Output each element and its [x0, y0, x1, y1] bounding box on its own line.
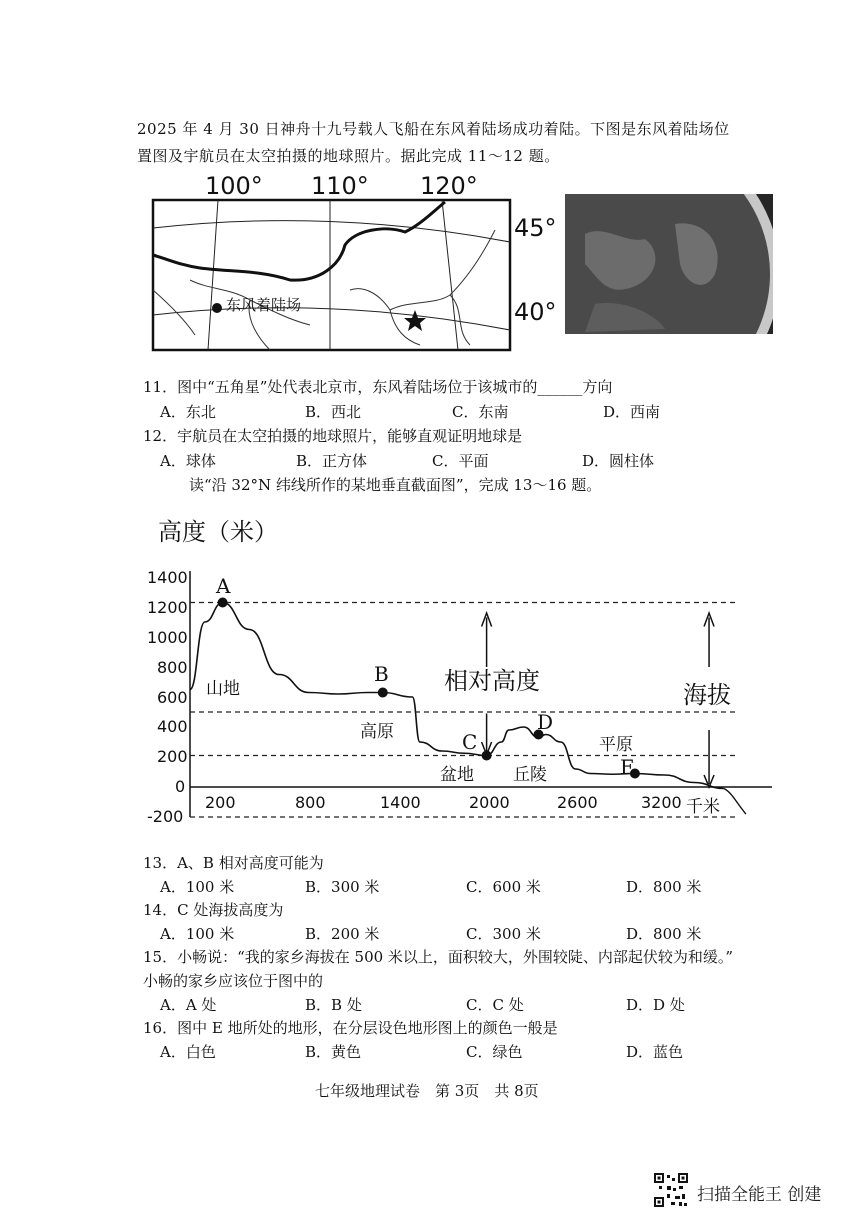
question-13: 13．A、B 相对高度可能为	[143, 854, 324, 872]
terrain-hills: 丘陵	[513, 765, 547, 785]
q14-option-b[interactable]: B．200 米	[305, 925, 380, 943]
intro-line-2: 置图及宇航员在太空拍摄的地球照片。据此完成 11～12 题。	[137, 147, 560, 165]
y-tick-neg200: -200	[147, 807, 184, 826]
lat-label-40: 40°	[514, 298, 557, 326]
q15-option-b[interactable]: B．B 处	[305, 996, 362, 1014]
altitude-label: 海拔	[683, 681, 731, 709]
y-tick-1000: 1000	[147, 628, 188, 647]
intro-2: 读“沿 32°N 纬线所作的某地垂直截面图”，完成 13～16 题。	[189, 476, 602, 494]
q15-option-c[interactable]: C．C 处	[466, 996, 524, 1014]
x-tick-2600: 2600	[557, 793, 598, 812]
q13-option-d[interactable]: D．800 米	[626, 878, 702, 896]
q15-option-a[interactable]: A．A 处	[160, 996, 217, 1014]
question-14: 14．C 处海拔高度为	[143, 901, 284, 919]
q13-option-c[interactable]: C．600 米	[466, 878, 541, 896]
question-11: 11．图中“五角星”处代表北京市，东风着陆场位于该城市的______方向	[143, 378, 613, 396]
q14-option-c[interactable]: C．300 米	[466, 925, 541, 943]
point-label-c: C	[462, 730, 478, 754]
page-footer: 七年级地理试卷 第 3页 共 8页	[315, 1082, 539, 1100]
q12-option-b[interactable]: B．正方体	[296, 452, 368, 470]
point-b	[378, 688, 388, 698]
q12-option-d[interactable]: D．圆柱体	[582, 452, 655, 470]
terrain-profile-tail	[724, 789, 746, 815]
q12-option-c[interactable]: C．平面	[432, 452, 489, 470]
y-tick-800: 800	[157, 658, 188, 677]
point-label-e: E	[620, 755, 635, 779]
landing-site-dot	[212, 303, 222, 313]
terrain-plain: 平原	[599, 735, 633, 755]
landing-site-label: 东风着陆场	[226, 296, 302, 314]
y-tick-400: 400	[157, 717, 188, 736]
q11-option-a[interactable]: A．东北	[160, 403, 216, 421]
question-12: 12．宇航员在太空拍摄的地球照片，能够直观证明地球是	[143, 427, 523, 445]
scanner-watermark: 扫描全能王 创建	[697, 1185, 822, 1205]
point-label-d: D	[537, 710, 554, 734]
q16-option-c[interactable]: C．绿色	[466, 1043, 523, 1061]
y-tick-1400: 1400	[147, 568, 188, 587]
q11-option-d[interactable]: D．西南	[603, 403, 661, 421]
x-tick-800: 800	[295, 793, 326, 812]
point-label-a: A	[216, 574, 231, 598]
q16-option-b[interactable]: B．黄色	[305, 1043, 362, 1061]
y-tick-1200: 1200	[147, 598, 188, 617]
x-tick-2000: 2000	[469, 793, 510, 812]
q14-option-a[interactable]: A．100 米	[160, 925, 235, 943]
lon-label-110: 110°	[311, 172, 369, 200]
y-tick-0: 0	[175, 777, 186, 796]
lat-label-45: 45°	[514, 214, 557, 242]
q11-option-b[interactable]: B．西北	[305, 403, 362, 421]
terrain-basin: 盆地	[440, 765, 474, 785]
y-tick-600: 600	[157, 688, 188, 707]
q11-option-c[interactable]: C．东南	[452, 403, 509, 421]
terrain-plateau: 高原	[360, 722, 394, 742]
x-unit: 千米	[686, 797, 720, 817]
q13-option-b[interactable]: B．300 米	[305, 878, 380, 896]
question-16: 16．图中 E 地所处的地形，在分层设色地形图上的颜色一般是	[143, 1019, 558, 1037]
q15-option-d[interactable]: D．D 处	[626, 996, 685, 1014]
earth-photo	[565, 194, 773, 334]
point-a	[218, 598, 228, 608]
q16-option-d[interactable]: D．蓝色	[626, 1043, 684, 1061]
lon-label-120: 120°	[420, 172, 478, 200]
question-15: 15．小畅说：“我的家乡海拔在 500 米以上，面积较大，外围较陡、内部起伏较为和缓。”	[143, 948, 734, 966]
question-15-line-2: 小畅的家乡应该位于图中的	[143, 972, 324, 990]
y-tick-200: 200	[157, 747, 188, 766]
qr-code-icon	[653, 1172, 689, 1208]
lon-label-100: 100°	[205, 172, 263, 200]
q13-option-a[interactable]: A．100 米	[160, 878, 235, 896]
relative-height-label: 相对高度	[444, 667, 540, 695]
q14-option-d[interactable]: D．800 米	[626, 925, 702, 943]
x-tick-3200: 3200	[641, 793, 682, 812]
q12-option-a[interactable]: A．球体	[160, 452, 216, 470]
q16-option-a[interactable]: A．白色	[160, 1043, 216, 1061]
intro-line-1: 2025 年 4 月 30 日神舟十九号载人飞船在东风着陆场成功着陆。下图是东风着陆场位	[137, 120, 730, 138]
x-tick-200: 200	[205, 793, 236, 812]
x-tick-1400: 1400	[380, 793, 421, 812]
profile-ylabel: 高度（米）	[158, 518, 278, 546]
point-label-b: B	[374, 662, 389, 686]
terrain-mountain: 山地	[206, 679, 240, 699]
